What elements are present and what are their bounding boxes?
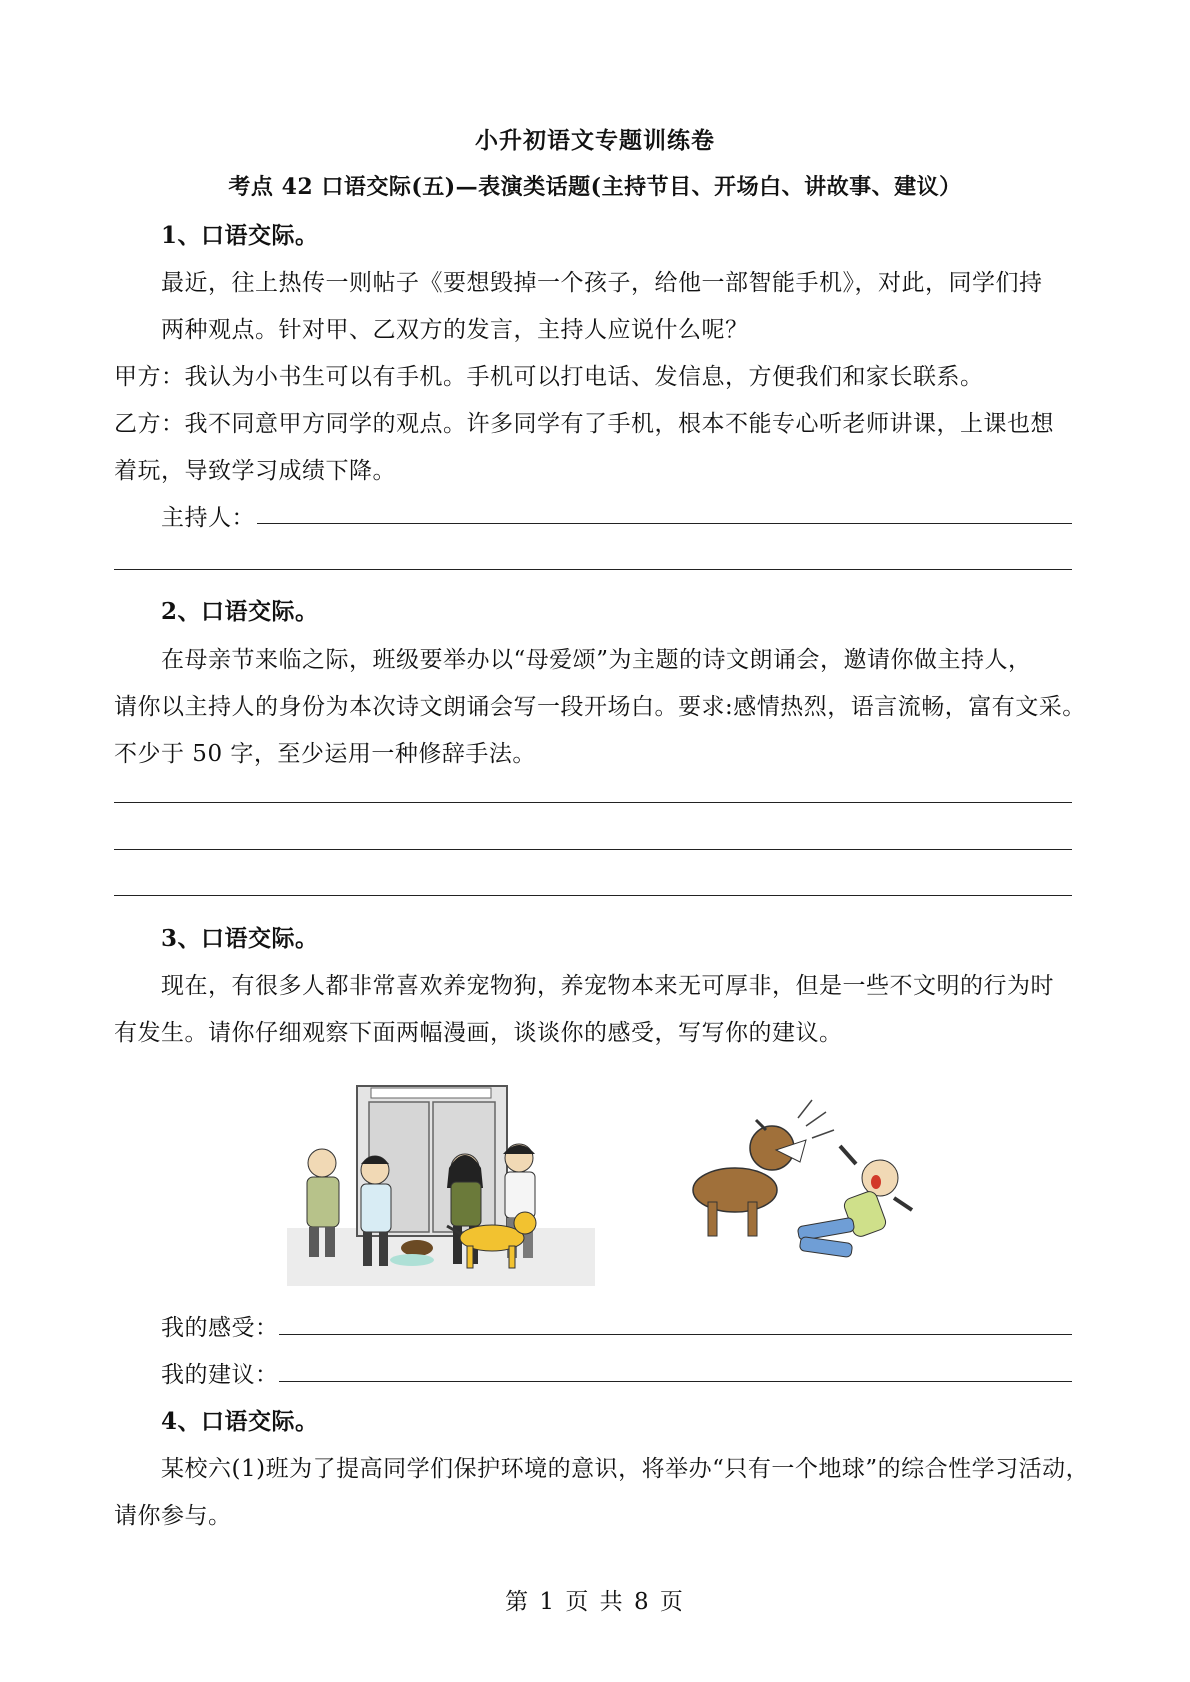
- q4-text-line1: 某校六(1)班为了提高同学们保护环境的意识，将举办“只有一个地球”的综合性学习活动，: [161, 1456, 1090, 1482]
- q4-text-line2: 请你参与。: [114, 1503, 232, 1529]
- q4-heading: 4、口语交际。: [161, 1408, 319, 1435]
- q3-text-line2: 有发生。请你仔细观察下面两幅漫画，谈谈你的感受，写写你的建议。: [114, 1020, 843, 1046]
- q1-side-b-line2: 着玩，导致学习成绩下降。: [114, 458, 396, 484]
- q3-heading: 3、口语交际。: [161, 925, 319, 952]
- q2-heading: 2、口语交际。: [161, 598, 319, 625]
- q1-side-a: 甲方：我认为小书生可以有手机。手机可以打电话、发信息，方便我们和家长联系。: [114, 364, 984, 390]
- cartoon-dog-barking: [680, 1090, 920, 1286]
- q2-text-line2: 请你以主持人的身份为本次诗文朗诵会写一段开场白。要求:感情热烈，语言流畅，富有文采。: [114, 694, 1086, 720]
- q3-feeling-label: 我的感受：: [161, 1315, 279, 1341]
- q2-answer-line-1[interactable]: [114, 802, 1072, 803]
- q1-answer-line-1[interactable]: [257, 523, 1072, 524]
- q2-answer-line-2[interactable]: [114, 849, 1072, 850]
- q2-text-line3: 不少于 50 字，至少运用一种修辞手法。: [114, 741, 536, 767]
- q3-suggestion-answer-line[interactable]: [279, 1381, 1072, 1382]
- q1-text-line1: 最近，往上热传一则帖子《要想毁掉一个孩子，给他一部智能手机》，对此，同学们持: [161, 270, 1043, 296]
- q3-suggestion-label: 我的建议：: [161, 1362, 279, 1388]
- q2-text-line1: 在母亲节来临之际，班级要举办以“母爱颂”为主题的诗文朗诵会，邀请你做主持人，: [161, 647, 1032, 673]
- q3-feeling-answer-line[interactable]: [279, 1334, 1072, 1335]
- page-subtitle: 考点 42 口语交际(五)—表演类话题(主持节目、开场白、讲故事、建议）: [228, 174, 962, 200]
- cartoon-dog-barking-drawing: [680, 1090, 920, 1286]
- q3-text-line1: 现在，有很多人都非常喜欢养宠物狗，养宠物本来无可厚非，但是一些不文明的行为时: [161, 973, 1054, 999]
- cartoon-elevator-dog: [287, 1078, 595, 1286]
- q1-answer-line-2[interactable]: [114, 569, 1072, 570]
- q1-side-b-line1: 乙方：我不同意甲方同学的观点。许多同学有了手机，根本不能专心听老师讲课，上课也想: [114, 411, 1054, 437]
- q1-text-line2: 两种观点。针对甲、乙双方的发言，主持人应说什么呢？: [161, 317, 749, 343]
- cartoon-elevator-dog-drawing: [287, 1078, 595, 1286]
- page-number: 第 1 页 共 8 页: [505, 1589, 685, 1615]
- q1-heading: 1、口语交际。: [161, 222, 319, 249]
- q2-answer-line-3[interactable]: [114, 895, 1072, 896]
- q1-host-label: 主持人：: [161, 505, 255, 531]
- page-title: 小升初语文专题训练卷: [475, 127, 715, 154]
